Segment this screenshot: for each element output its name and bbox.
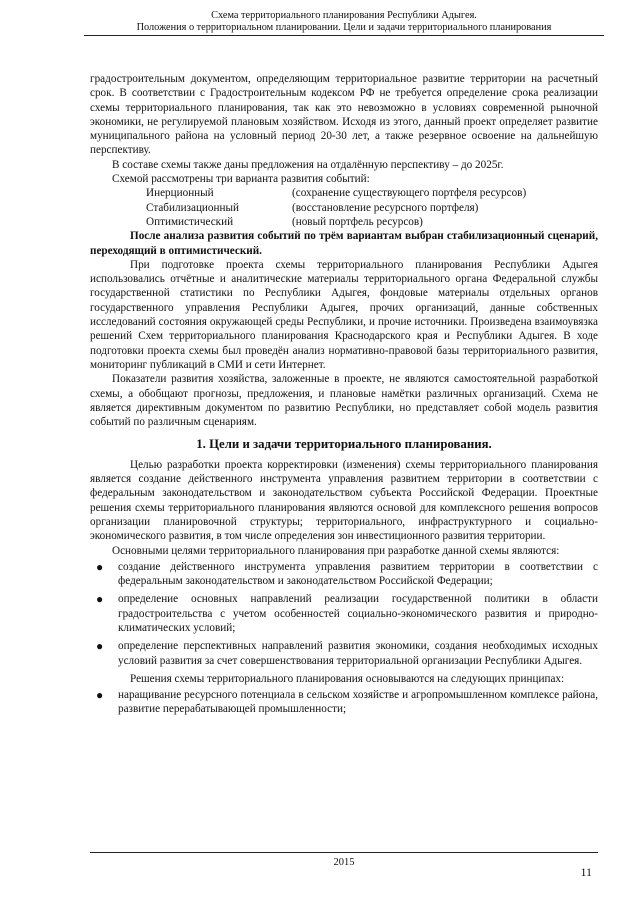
bullet-icon: ● (96, 688, 104, 703)
variant-name: Оптимистический (146, 215, 234, 228)
section-heading: 1. Цели и задачи территориального планирования. (196, 437, 492, 452)
variant-desc: (новый портфель ресурсов) (292, 215, 423, 228)
page-number: 11 (580, 865, 592, 879)
variant-name: Стабилизационный (146, 201, 239, 214)
variant-desc: (восстановление ресурсного портфеля) (292, 201, 479, 214)
bullet-icon: ● (96, 592, 104, 607)
paragraph: градостроительным документом, определяющим территориальное развитие территории на расчетный срок. В соответствии с Градостроительным кодексом РФ не требуется определение срока реализации схемы территориального планирования, так как это невозможно в условиях современной рыночной экономики, не регулируемой плановым хозяйством. Исходя из этого, данный проект определяет развитие муниципального района на условный период 20-30 лет, а также резервное освоение на дальнейшую перспективу. (90, 73, 598, 157)
list-item: ● создание действенного инструмента управления развитием территории в соответствии с федеральным законодательством и законодательством Российской Федерации; (96, 559, 598, 588)
paragraph: Решения схемы территориального планирования основываются на следующих принципах: (130, 672, 565, 685)
scenario-summary: После анализа развития событий по трём вариантам выбран стабилизационный сценарий, переходящий в оптимистический. (90, 230, 598, 257)
paragraph: В составе схемы также даны предложения на отдалённую перспективу – до 2025г. (112, 158, 504, 171)
running-header (84, 10, 604, 36)
footer-year: 2015 (333, 857, 355, 868)
paragraph: Схемой рассмотрены три варианта развития событий: (112, 173, 370, 186)
list-item: ● наращивание ресурсного потенциала в сельском хозяйстве и агропромышленном комплексе района, развитие перерабатывающей промышленности; (96, 688, 598, 716)
variant-name: Инерционный (146, 187, 214, 200)
paragraph: Показатели развития хозяйства, заложенные в проекте, не являются самостоятельной разработкой схемы, а обобщают прогнозы, предложения, и плановые намётки различных организаций. Схема не является директивным документом по развитию Республики, но представляет собой модель развития событий по различным сценариям. (90, 373, 598, 429)
variants-list (90, 186, 598, 229)
footer-divider (90, 852, 598, 853)
header-title: Схема территориального планирования Республики Адыгея. (211, 10, 477, 21)
principles-list (90, 688, 598, 717)
paragraph: При подготовке проекта схемы территориального планирования Республики Адыгея использовались отчётные и аналитические материалы территориального органа Федеральной службы государственной статистики по Республики Адыгея, фондовые материалы отдельных органов государственного управления Республики Адыгея, прочих организаций, данные собственных исследований состояния окружающей среды Республики, и прочие источники. Произведена взаимоувязка решений Схем территориального планирования Краснодарского края и Республики Адыгея. В ходе подготовки проекта схемы был проведён анализ нормативно-правовой базы территориального развития, мониторинг публикаций в СМИ и сети Интернет. (90, 258, 598, 371)
list-item: ● определение перспективных направлений развития экономики, создания необходимых исходных условий развития за счет совершенствования территориальной организации Республики Адыгея. (96, 639, 598, 667)
variant-row (90, 186, 598, 200)
paragraph: Основными целями территориального планирования при разработке данной схемы являются: (112, 544, 560, 557)
goals-list (90, 560, 598, 668)
variant-desc: (сохранение существующего портфеля ресурсов) (292, 187, 527, 200)
header-subtitle: Положения о территориальном планировании. Цели и задачи территориального планирования (84, 22, 604, 35)
paragraph: Целью разработки проекта корректировки (изменения) схемы территориального планирования является создание действенного инструмента управления развитием территории в соответствии с федеральным законодательством и законодательством субъекта Российской Федерации. Проектные решения схемы территориального планирования являются основой для комплексного решения вопросов организации планировочной структуры; территориального, инфраструктурного и социально-экономического развития, в том числе определения зон инвестиционного развития территории. (90, 458, 598, 543)
list-item: ● определение основных направлений реализации государственной политики в области градостроительства с учетом особенностей социально-экономического развития и природно-климатических условий; (96, 592, 598, 634)
bullet-icon: ● (96, 559, 104, 574)
bullet-icon: ● (96, 639, 104, 654)
document-body (90, 72, 598, 721)
variant-row (90, 201, 598, 215)
variant-row (90, 215, 598, 229)
